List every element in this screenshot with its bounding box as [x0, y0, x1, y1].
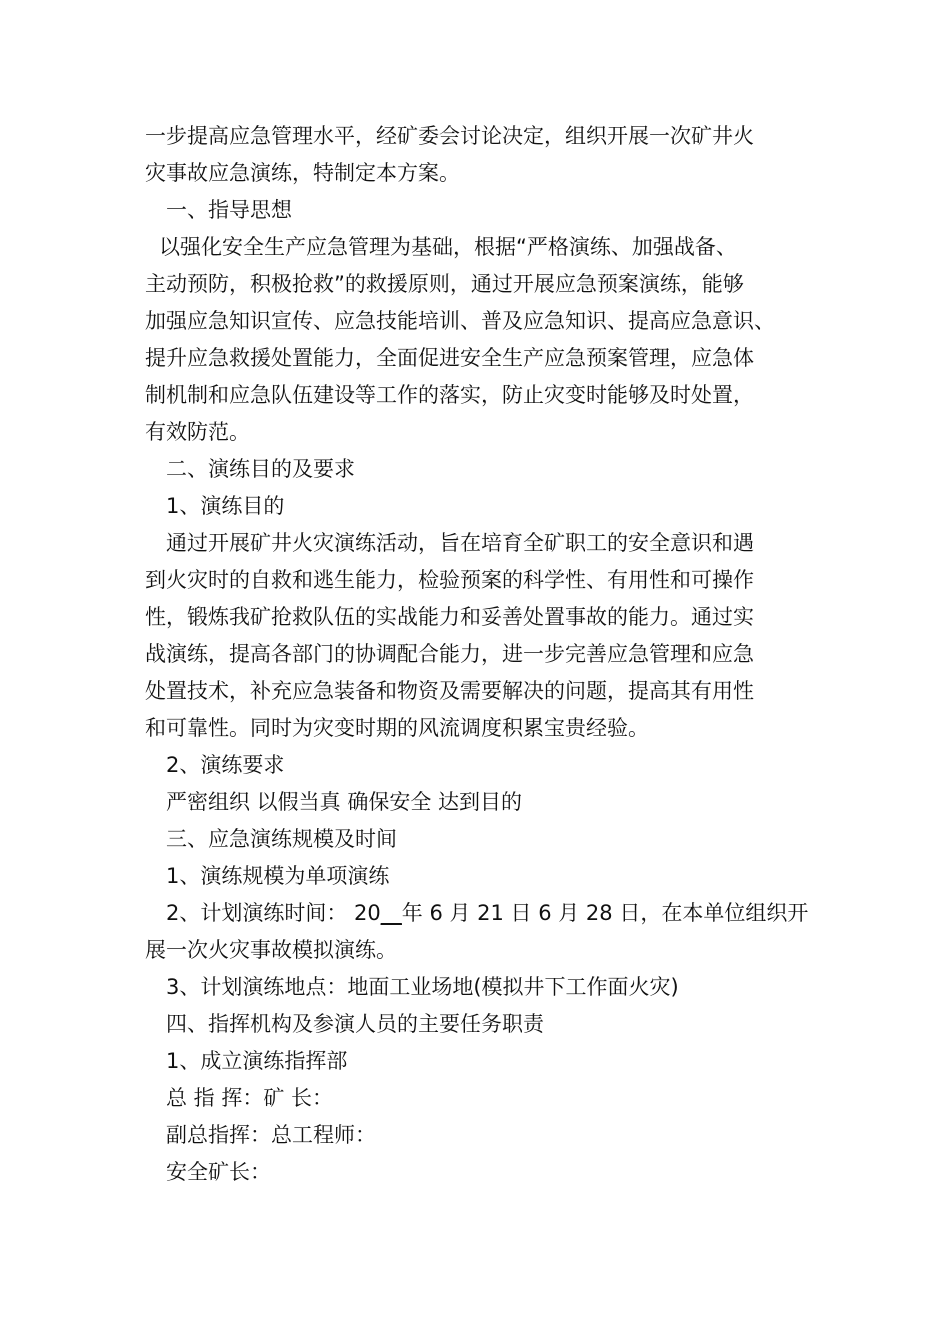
- schedule-blank: __: [380, 901, 402, 925]
- subsection-heading: 3、计划演练地点：地面工业场地(模拟井下工作面火灾): [166, 975, 679, 999]
- section-heading: 三、应急演练规模及时间: [166, 827, 397, 851]
- section-heading: 四、指挥机构及参演人员的主要任务职责: [166, 1012, 544, 1036]
- schedule-prefix: 2、计划演练时间： 20: [166, 901, 381, 925]
- body-line: 制机制和应急队伍建设等工作的落实，防止灾变时能够及时处置，: [145, 383, 754, 407]
- roster-line: 总 指 挥：矿 长：: [166, 1086, 334, 1110]
- schedule-line: [145, 895, 820, 932]
- document-body: [145, 118, 820, 1191]
- roster-line: 副总指挥：总工程师：: [166, 1123, 376, 1147]
- body-line: 以强化安全生产应急管理为基础，根据“严格演练、加强战备、: [159, 235, 737, 259]
- body-line: 展一次火灾事故模拟演练。: [145, 938, 397, 962]
- body-line: 加强应急知识宣传、应急技能培训、普及应急知识、提高应急意识、: [145, 309, 775, 333]
- subsection-heading: 1、成立演练指挥部: [166, 1049, 348, 1073]
- subsection-heading: 1、演练规模为单项演练: [166, 864, 390, 888]
- body-line: 提升应急救援处置能力，全面促进安全生产应急预案管理，应急体: [145, 346, 754, 370]
- schedule-suffix: 年 6 月 21 日 6 月 28 日，在本单位组织开: [401, 901, 809, 925]
- subsection-heading: 2、演练要求: [166, 753, 285, 777]
- body-line: 严密组织 以假当真 确保安全 达到目的: [166, 790, 523, 814]
- body-line: 灾事故应急演练，特制定本方案。: [145, 161, 460, 185]
- body-line: 通过开展矿井火灾演练活动，旨在培育全矿职工的安全意识和遇: [166, 531, 754, 555]
- body-line: 处置技术，补充应急装备和物资及需要解决的问题，提高其有用性: [145, 679, 754, 703]
- body-line: 到火灾时的自救和逃生能力，检验预案的科学性、有用性和可操作: [145, 568, 754, 592]
- section-heading: 二、演练目的及要求: [166, 457, 355, 481]
- body-line: 战演练，提高各部门的协调配合能力，进一步完善应急管理和应急: [145, 642, 754, 666]
- section-heading: 一、指导思想: [166, 198, 292, 222]
- body-line: 有效防范。: [145, 420, 250, 444]
- body-line: 性，锻炼我矿抢救队伍的实战能力和妥善处置事故的能力。通过实: [145, 605, 754, 629]
- roster-line: 安全矿长：: [166, 1160, 271, 1184]
- body-line: 一步提高应急管理水平，经矿委会讨论决定，组织开展一次矿井火: [145, 124, 754, 148]
- body-line: 主动预防，积极抢救”的救援原则，通过开展应急预案演练，能够: [145, 272, 744, 296]
- body-line: 和可靠性。同时为灾变时期的风流调度积累宝贵经验。: [145, 716, 649, 740]
- subsection-heading: 1、演练目的: [166, 494, 285, 518]
